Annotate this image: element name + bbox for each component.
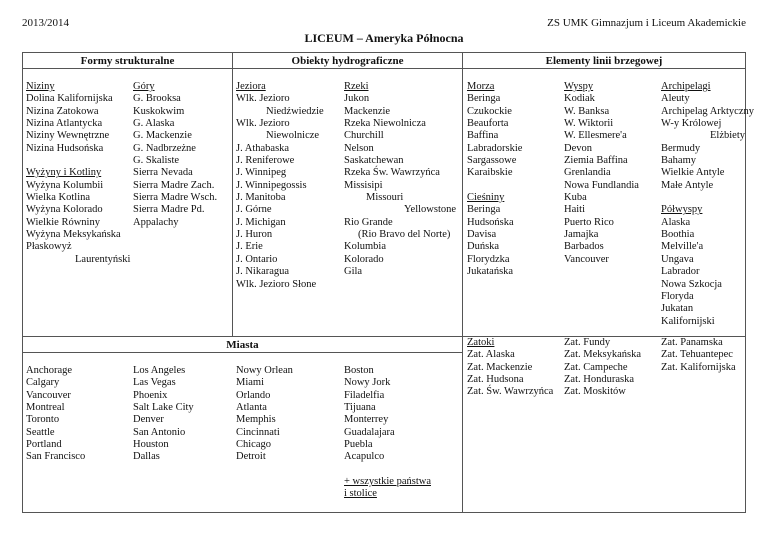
list-item: Los Angeles <box>133 365 186 376</box>
list-item: Seattle <box>26 426 55 438</box>
list-item: Wlk. Jezioro <box>236 93 290 105</box>
list-item: Czukockie <box>467 105 512 117</box>
list-item: Zat. Fundy <box>564 337 611 348</box>
list-item: Płaskowyż <box>26 241 72 253</box>
list-item: Sierra Madre Pd. <box>133 204 205 216</box>
archipelagi-heading: Archipelagi <box>661 81 711 92</box>
list-item: Wlk. Jezioro Słone <box>236 278 317 290</box>
list-item: Beringa <box>467 93 501 105</box>
list-item: Niewolnicze <box>266 130 320 142</box>
list-item: J. Winnipeg <box>236 167 287 179</box>
list-item: Tijuana <box>344 402 376 414</box>
list-item: Nowy Jork <box>344 377 391 389</box>
zatoki-heading: Zatoki <box>467 337 495 348</box>
list-item: Kalifornijski <box>661 315 715 327</box>
list-item: J. Górne <box>236 204 272 216</box>
list-item: Anchorage <box>26 365 73 376</box>
list-item: Monterrey <box>344 414 389 426</box>
school-name: ZS UMK Gimnazjum i Liceum Akademickie <box>547 17 746 29</box>
list-item: Cincinnati <box>236 426 280 438</box>
zatoki-cell <box>463 337 746 513</box>
hydro-cell <box>233 69 463 337</box>
list-item: Nelson <box>344 142 374 154</box>
rzeki-column <box>344 81 456 279</box>
list-item: Detroit <box>236 451 266 463</box>
list-item: Sargassowe <box>467 155 517 167</box>
list-item: Zat. Moskitów <box>564 386 626 398</box>
list-item: J. Huron <box>236 229 273 241</box>
linia-header: Elementy linii brzegowej <box>463 53 746 69</box>
list-item: Rzeka Niewolnicza <box>344 118 426 130</box>
list-item: Puebla <box>344 439 373 451</box>
list-item: Ungava <box>661 253 694 265</box>
list-item: Gila <box>344 266 363 278</box>
list-item: Chicago <box>236 439 271 451</box>
list-item: Bahamy <box>661 155 696 167</box>
list-item: Dolina Kalifornijska <box>26 93 113 105</box>
list-item: J. Athabaska <box>236 142 290 154</box>
list-item: Nizina Zatokowa <box>26 105 99 117</box>
list-item: Devon <box>564 142 592 154</box>
list-item: Kolumbia <box>344 241 386 253</box>
morza-heading: Morza <box>467 81 495 92</box>
list-item: Alaska <box>661 216 691 228</box>
list-item: Boothia <box>661 229 695 241</box>
list-item: Boston <box>344 365 374 376</box>
formy-cell <box>23 69 233 337</box>
archipelagi-column <box>661 81 755 328</box>
list-item: Wyżyna Meksykańska <box>26 229 121 241</box>
list-item: Niedźwiedzie <box>266 105 324 117</box>
rzeki-heading: Rzeki <box>344 81 369 92</box>
list-item: Toronto <box>26 414 60 426</box>
list-item: Zat. Panamska <box>661 337 723 348</box>
list-item: Grenlandia <box>564 167 611 179</box>
miasta-note: i stolice <box>344 488 377 500</box>
list-item: Sierra Madre Wsch. <box>133 192 218 204</box>
list-item: Beringa <box>467 204 501 216</box>
list-item: Phoenix <box>133 389 168 401</box>
list-item: Houston <box>133 439 169 451</box>
list-item: Memphis <box>236 414 276 426</box>
list-item: Puerto Rico <box>564 216 614 228</box>
list-item: W. Banksa <box>564 105 610 117</box>
list-item: J. Erie <box>236 241 263 253</box>
list-item: Denver <box>133 414 164 426</box>
list-item: Laurentyński <box>75 253 131 265</box>
list-item: Nowa Fundlandia <box>564 179 639 191</box>
list-item: Karaibskie <box>467 167 513 179</box>
list-item: Baffina <box>467 130 499 142</box>
hydro-header: Obiekty hydrograficzne <box>233 53 463 69</box>
list-item: Jamajka <box>564 229 599 241</box>
wyzyny-heading: Wyżyny i Kotliny <box>26 167 102 179</box>
ciesniny-heading: Cieśniny <box>467 192 505 204</box>
list-item: W. Wiktorii <box>564 118 614 130</box>
list-item: G. Nadbrzeżne <box>133 142 196 154</box>
list-item: Archipelag Arktyczny <box>661 105 755 117</box>
list-item: Wyżyna Kolumbii <box>26 179 104 191</box>
list-item: San Francisco <box>26 451 86 463</box>
zatoki-column-2 <box>564 337 641 399</box>
list-item: Vancouver <box>26 389 71 401</box>
list-item: Yellowstone <box>404 204 457 216</box>
list-item: Rio Grande <box>344 216 393 228</box>
list-item: Jukatańska <box>467 266 514 278</box>
linia-cell <box>463 69 755 337</box>
miasta-column-3 <box>236 365 293 464</box>
list-item: Zat. Św. Wawrzyńca <box>467 386 554 398</box>
list-item: Wielkie Antyle <box>661 167 725 179</box>
list-item: Beaufortа <box>467 118 509 130</box>
list-item: Melville'a <box>661 241 704 253</box>
list-item: Las Vegas <box>133 377 176 389</box>
list-item: G. Skaliste <box>133 155 180 167</box>
niziny-heading: Niziny <box>26 81 55 92</box>
list-item: Guadalajara <box>344 426 395 438</box>
miasta-note: + wszystkie państwa <box>344 476 431 488</box>
list-item: J. Manitoba <box>236 192 286 204</box>
wyspy-heading: Wyspy <box>564 81 594 92</box>
list-item: Atlanta <box>236 402 267 414</box>
list-item: Nowa Szkocja <box>661 278 722 290</box>
list-item: Acapulco <box>344 451 385 463</box>
niziny-column <box>26 81 130 266</box>
list-item: Hudsońska <box>467 216 514 228</box>
list-item: Zat. Honduraska <box>564 374 634 386</box>
list-item: Kuskokwim <box>133 105 185 117</box>
list-item: Nizina Hudsońska <box>26 142 104 154</box>
list-item: Zat. Campeche <box>564 361 628 373</box>
list-item: Vancouver <box>564 253 609 265</box>
list-item: Zat. Kalifornijska <box>661 361 736 373</box>
list-item: Barbados <box>564 241 604 253</box>
miasta-column-4 <box>344 365 431 501</box>
list-item: Davisa <box>467 229 497 241</box>
list-item: Labrador <box>661 266 700 278</box>
list-item: Zat. Tehuantepec <box>661 349 733 361</box>
list-item: Bermudy <box>661 142 701 154</box>
list-item: Kuba <box>564 192 587 204</box>
list-item: Zat. Mackenzie <box>467 361 533 373</box>
miasta-column-2 <box>133 365 194 464</box>
school-year: 2013/2014 <box>22 17 70 29</box>
geography-table <box>22 52 755 513</box>
list-item: Kodiak <box>564 93 595 105</box>
list-item: G. Alaska <box>133 118 175 130</box>
miasta-column-1 <box>26 365 85 464</box>
list-item: Rzeka Św. Wawrzyńca <box>344 167 440 179</box>
list-item: Missouri <box>366 192 404 204</box>
list-item: Ziemia Baffina <box>564 155 628 167</box>
list-item: Niziny Wewnętrzne <box>26 130 110 142</box>
list-item: Orlando <box>236 389 271 401</box>
list-item: Małe Antyle <box>661 179 714 191</box>
list-item: W-y Królowej <box>661 118 722 130</box>
list-item: Jukon <box>344 93 370 105</box>
morza-column <box>467 81 522 279</box>
zatoki-column-1 <box>467 337 553 399</box>
list-item: Florydzka <box>467 253 510 265</box>
page-title: LICEUM – Ameryka Północna <box>304 31 464 45</box>
list-item: G. Mackenzie <box>133 130 192 142</box>
jeziora-column <box>236 81 324 291</box>
list-item: G. Brooksa <box>133 93 181 105</box>
list-item: Floryda <box>661 290 694 302</box>
list-item: (Rio Bravo del Norte) <box>358 229 451 241</box>
list-item: J. Reniferowe <box>236 155 295 167</box>
list-item: Wlk. Jezioro <box>236 118 290 130</box>
list-item: Miami <box>236 377 264 389</box>
miasta-cell <box>23 353 463 513</box>
list-item: Labradorskie <box>467 142 523 154</box>
list-item: Filadelfia <box>344 389 385 401</box>
list-item: San Antonio <box>133 426 186 438</box>
list-item: Montreal <box>26 402 65 414</box>
list-item: Portland <box>26 439 62 451</box>
list-item: Elżbiety <box>710 130 745 142</box>
gory-heading: Góry <box>133 81 155 92</box>
gory-column <box>133 81 217 229</box>
list-item: Zat. Meksykańska <box>564 349 641 361</box>
list-item: Salt Lake City <box>133 402 194 414</box>
list-item: Aleuty <box>661 93 690 105</box>
zatoki-column-3 <box>661 337 736 374</box>
formy-header: Formy strukturalne <box>23 53 233 69</box>
list-item: J. Michigan <box>236 216 286 228</box>
jeziora-heading: Jeziora <box>236 81 266 92</box>
list-item: Wielka Kotlina <box>26 192 91 204</box>
list-item: Saskatchewan <box>344 155 404 167</box>
list-item: Duńska <box>467 241 500 253</box>
list-item: W. Ellesmere'a <box>564 130 627 142</box>
list-item: Sierra Nevada <box>133 167 193 179</box>
list-item: J. Ontario <box>236 253 278 265</box>
list-item: Churchill <box>344 130 384 142</box>
list-item: Haiti <box>564 204 585 216</box>
list-item: Zat. Alaska <box>467 349 515 361</box>
list-item: Wyżyna Kolorado <box>26 204 103 216</box>
list-item: Missisipi <box>344 179 383 191</box>
list-item: Sierra Madre Zach. <box>133 179 215 191</box>
list-item: Dallas <box>133 451 160 463</box>
wyspy-column <box>564 81 639 266</box>
list-item: Appalachy <box>133 216 179 228</box>
list-item: J. Winnipegossis <box>236 179 307 191</box>
list-item: Nowy Orlean <box>236 365 293 376</box>
list-item: Zat. Hudsona <box>467 374 524 386</box>
miasta-header: Miasta <box>23 337 463 353</box>
list-item: Jukatan <box>661 303 694 315</box>
list-item: Mackenzie <box>344 105 391 117</box>
list-item: Calgary <box>26 377 60 389</box>
list-item: Kolorado <box>344 253 384 265</box>
list-item: J. Nikaragua <box>236 266 290 278</box>
list-item: Wielkie Równiny <box>26 216 100 228</box>
list-item: Nizina Atlantycka <box>26 118 103 130</box>
polwyspy-heading: Półwyspy <box>661 204 703 216</box>
